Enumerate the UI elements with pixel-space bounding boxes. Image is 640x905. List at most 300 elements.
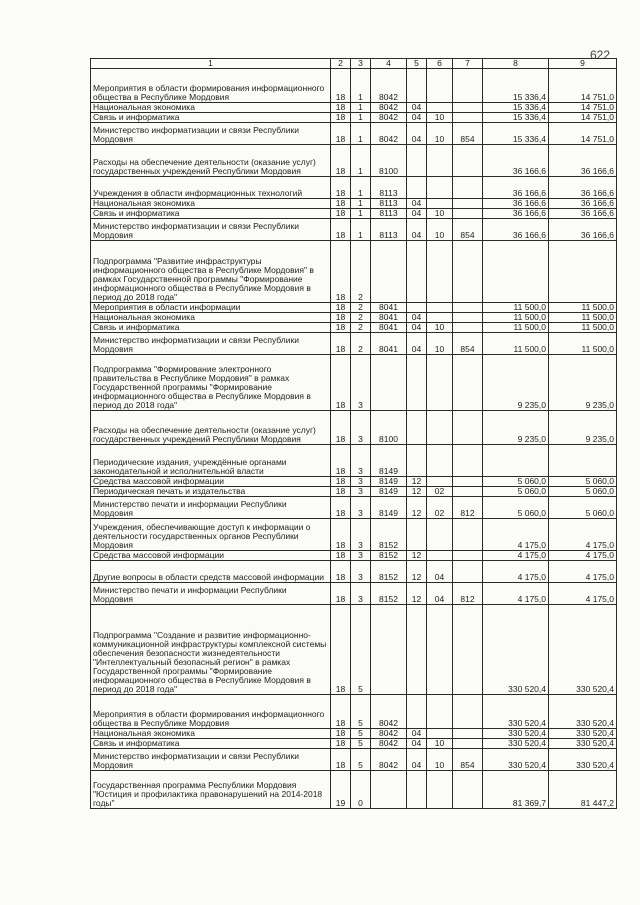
row-code-3: 5	[351, 739, 371, 749]
row-code-6	[427, 695, 453, 729]
row-code-6	[427, 145, 453, 177]
col-header: 5	[407, 59, 427, 69]
row-code-4	[371, 241, 407, 303]
row-code-6: 10	[427, 123, 453, 145]
table-row	[91, 739, 617, 749]
row-title: Периодическая печать и издательства	[91, 487, 331, 497]
row-code-2: 18	[331, 487, 351, 497]
row-code-2: 18	[331, 355, 351, 411]
row-code-4: 8041	[371, 313, 407, 323]
row-code-2: 18	[331, 145, 351, 177]
row-code-2: 18	[331, 123, 351, 145]
row-code-7	[453, 487, 483, 497]
row-code-4: 8152	[371, 561, 407, 583]
row-code-2: 18	[331, 739, 351, 749]
row-title: Министерство печати и информации Республики Мордовия	[91, 497, 331, 519]
row-code-7	[453, 771, 483, 809]
row-code-6	[427, 519, 453, 551]
table-row	[91, 519, 617, 551]
table-row	[91, 497, 617, 519]
row-code-2: 18	[331, 477, 351, 487]
row-code-2: 18	[331, 551, 351, 561]
row-code-2: 18	[331, 199, 351, 209]
table-row	[91, 177, 617, 199]
row-code-4: 8113	[371, 219, 407, 241]
row-code-4: 8152	[371, 519, 407, 551]
row-amount-2014: 11 500,0	[483, 303, 549, 313]
row-code-7: 812	[453, 583, 483, 605]
row-code-3: 2	[351, 241, 371, 303]
row-amount-2015: 5 060,0	[549, 487, 617, 497]
table-row	[91, 323, 617, 333]
row-title: Национальная экономика	[91, 103, 331, 113]
row-code-4: 8042	[371, 69, 407, 103]
row-title: Связь и информатика	[91, 209, 331, 219]
row-code-6	[427, 69, 453, 103]
row-amount-2015: 330 520,4	[549, 729, 617, 739]
row-code-7	[453, 103, 483, 113]
row-amount-2014	[483, 241, 549, 303]
row-code-6	[427, 199, 453, 209]
row-code-7	[453, 411, 483, 445]
row-code-7	[453, 209, 483, 219]
row-amount-2015: 4 175,0	[549, 519, 617, 551]
row-code-2: 18	[331, 323, 351, 333]
row-code-2: 18	[331, 695, 351, 729]
row-code-7	[453, 445, 483, 477]
row-amount-2015: 36 166,6	[549, 199, 617, 209]
row-code-4: 8149	[371, 477, 407, 487]
row-title: Учреждения, обеспечивающие доступ к информации о деятельности государственных органов Республики Мордовия	[91, 519, 331, 551]
row-code-5	[407, 605, 427, 695]
row-code-2: 18	[331, 313, 351, 323]
row-code-7	[453, 303, 483, 313]
row-code-6: 02	[427, 497, 453, 519]
row-title: Средства массовой информации	[91, 477, 331, 487]
row-code-2: 18	[331, 497, 351, 519]
row-code-3: 3	[351, 583, 371, 605]
row-code-6	[427, 177, 453, 199]
row-amount-2014: 5 060,0	[483, 477, 549, 487]
row-code-2: 18	[331, 177, 351, 199]
row-code-4	[371, 771, 407, 809]
row-amount-2015: 4 175,0	[549, 583, 617, 605]
row-code-5	[407, 519, 427, 551]
row-code-2: 18	[331, 445, 351, 477]
table-row	[91, 219, 617, 241]
row-code-6: 10	[427, 739, 453, 749]
row-code-6: 10	[427, 209, 453, 219]
row-code-5: 04	[407, 123, 427, 145]
row-amount-2014	[483, 445, 549, 477]
row-amount-2015: 330 520,4	[549, 605, 617, 695]
row-code-6: 02	[427, 487, 453, 497]
row-code-3: 3	[351, 551, 371, 561]
row-code-7	[453, 519, 483, 551]
row-title: Министерство информатизации и связи Республики Мордовия	[91, 219, 331, 241]
row-code-5: 04	[407, 739, 427, 749]
row-code-6: 10	[427, 323, 453, 333]
row-code-3: 3	[351, 497, 371, 519]
table-row	[91, 145, 617, 177]
row-title: Связь и информатика	[91, 113, 331, 123]
row-amount-2015: 36 166,6	[549, 219, 617, 241]
table-row	[91, 355, 617, 411]
row-code-5: 04	[407, 333, 427, 355]
col-header: 6	[427, 59, 453, 69]
row-code-5: 04	[407, 323, 427, 333]
row-title: Расходы на обеспечение деятельности (оказание услуг) государственных учреждений Республики Мордовия	[91, 145, 331, 177]
row-title: Министерство печати и информации Республики Мордовия	[91, 583, 331, 605]
row-code-6	[427, 729, 453, 739]
row-code-7	[453, 729, 483, 739]
row-title: Подпрограмма "Развитие инфраструктуры информационного общества в Республике Мордовия" в рамках Государственной программы "Формирование информационного общества в Республике Мордовия в период до 2018 года"	[91, 241, 331, 303]
table-row	[91, 113, 617, 123]
row-code-3: 3	[351, 445, 371, 477]
row-code-5	[407, 445, 427, 477]
header-row	[91, 59, 617, 69]
row-code-4	[371, 605, 407, 695]
row-code-7	[453, 69, 483, 103]
row-code-3: 1	[351, 113, 371, 123]
row-code-2: 18	[331, 749, 351, 771]
table-row	[91, 103, 617, 113]
table-row	[91, 583, 617, 605]
row-code-2: 18	[331, 583, 351, 605]
row-amount-2014: 15 336,4	[483, 113, 549, 123]
row-code-4: 8042	[371, 729, 407, 739]
row-code-5: 04	[407, 313, 427, 323]
row-amount-2015: 14 751,0	[549, 113, 617, 123]
row-code-5: 04	[407, 749, 427, 771]
row-amount-2014: 15 336,4	[483, 69, 549, 103]
row-amount-2014: 36 166,6	[483, 209, 549, 219]
row-code-6	[427, 355, 453, 411]
table-row	[91, 749, 617, 771]
row-code-3: 2	[351, 333, 371, 355]
row-code-6	[427, 551, 453, 561]
row-code-2: 18	[331, 103, 351, 113]
row-amount-2014: 36 166,6	[483, 219, 549, 241]
col-header: 3	[351, 59, 371, 69]
row-code-5: 04	[407, 209, 427, 219]
row-code-7: 854	[453, 219, 483, 241]
row-code-6: 10	[427, 333, 453, 355]
row-code-3: 5	[351, 729, 371, 739]
row-code-7	[453, 177, 483, 199]
row-title: Национальная экономика	[91, 313, 331, 323]
row-amount-2014: 4 175,0	[483, 519, 549, 551]
row-code-2: 18	[331, 519, 351, 551]
row-code-2: 19	[331, 771, 351, 809]
row-title: Периодические издания, учреждённые органами законодательной и исполнительной власти	[91, 445, 331, 477]
row-amount-2014: 11 500,0	[483, 323, 549, 333]
row-code-4: 8041	[371, 333, 407, 355]
row-amount-2015: 9 235,0	[549, 355, 617, 411]
col-header: 7	[453, 59, 483, 69]
row-code-4: 8100	[371, 145, 407, 177]
row-amount-2014: 5 060,0	[483, 497, 549, 519]
row-code-6	[427, 605, 453, 695]
row-code-2: 18	[331, 69, 351, 103]
row-code-7	[453, 323, 483, 333]
row-amount-2014: 15 336,4	[483, 103, 549, 113]
row-amount-2015: 11 500,0	[549, 323, 617, 333]
row-amount-2014: 330 520,4	[483, 739, 549, 749]
row-amount-2015	[549, 241, 617, 303]
row-code-4: 8042	[371, 103, 407, 113]
row-title: Расходы на обеспечение деятельности (оказание услуг) государственных учреждений Республики Мордовия	[91, 411, 331, 445]
row-amount-2015	[549, 445, 617, 477]
row-code-4: 8042	[371, 739, 407, 749]
row-code-4: 8113	[371, 209, 407, 219]
row-code-7	[453, 241, 483, 303]
row-code-4	[371, 355, 407, 411]
row-code-2: 18	[331, 209, 351, 219]
table-row	[91, 477, 617, 487]
row-amount-2014: 4 175,0	[483, 551, 549, 561]
row-code-3: 1	[351, 209, 371, 219]
row-title: Мероприятия в области формирования информационного общества в Республике Мордовия	[91, 695, 331, 729]
table-row	[91, 605, 617, 695]
row-code-7	[453, 477, 483, 487]
row-code-6	[427, 477, 453, 487]
table-row	[91, 241, 617, 303]
row-title: Подпрограмма "Формирование электронного правительства в Республике Мордовия" в рамках Государственной программы "Формирование информационного общества в Республике Мордовия в период до 2018 года"	[91, 355, 331, 411]
row-code-4: 8113	[371, 199, 407, 209]
row-code-7	[453, 145, 483, 177]
row-amount-2015: 36 166,6	[549, 145, 617, 177]
row-code-5: 12	[407, 583, 427, 605]
row-code-2: 18	[331, 561, 351, 583]
row-code-3: 5	[351, 695, 371, 729]
row-amount-2014: 4 175,0	[483, 583, 549, 605]
row-code-7	[453, 739, 483, 749]
row-code-5	[407, 355, 427, 411]
row-amount-2014: 81 369,7	[483, 771, 549, 809]
row-code-5: 12	[407, 497, 427, 519]
row-title: Национальная экономика	[91, 729, 331, 739]
row-code-2: 18	[331, 303, 351, 313]
row-code-3: 3	[351, 561, 371, 583]
row-code-5	[407, 69, 427, 103]
row-code-2: 18	[331, 729, 351, 739]
table-row	[91, 729, 617, 739]
row-amount-2015: 36 166,6	[549, 177, 617, 199]
row-amount-2015: 81 447,2	[549, 771, 617, 809]
row-code-6	[427, 313, 453, 323]
row-amount-2015: 330 520,4	[549, 739, 617, 749]
row-code-7: 812	[453, 497, 483, 519]
row-code-4: 8042	[371, 123, 407, 145]
row-code-4: 8041	[371, 303, 407, 313]
row-code-3: 2	[351, 323, 371, 333]
row-code-3: 3	[351, 355, 371, 411]
row-code-4: 8149	[371, 497, 407, 519]
row-code-4: 8152	[371, 551, 407, 561]
row-code-6: 10	[427, 749, 453, 771]
row-title: Мероприятия в области информации	[91, 303, 331, 313]
row-code-4: 8152	[371, 583, 407, 605]
table-row	[91, 411, 617, 445]
table-row	[91, 313, 617, 323]
row-amount-2015: 9 235,0	[549, 411, 617, 445]
row-title: Другие вопросы в области средств массовой информации	[91, 561, 331, 583]
row-code-7: 854	[453, 749, 483, 771]
col-header: 1	[91, 59, 331, 69]
row-code-2: 18	[331, 219, 351, 241]
row-code-3: 1	[351, 199, 371, 209]
row-code-3: 1	[351, 177, 371, 199]
row-code-5	[407, 695, 427, 729]
row-code-4: 8113	[371, 177, 407, 199]
row-title: Мероприятия в области формирования информационного общества в Республике Мордовия	[91, 69, 331, 103]
table-row	[91, 551, 617, 561]
row-code-4: 8042	[371, 113, 407, 123]
row-amount-2014: 330 520,4	[483, 695, 549, 729]
row-title: Государственная программа Республики Мордовия "Юстиция и профилактика правонарушений на 2014-2018 годы"	[91, 771, 331, 809]
row-title: Связь и информатика	[91, 739, 331, 749]
table-row	[91, 199, 617, 209]
row-code-6	[427, 771, 453, 809]
col-header: 2	[331, 59, 351, 69]
row-code-5	[407, 177, 427, 199]
row-amount-2014: 15 336,4	[483, 123, 549, 145]
row-code-7	[453, 355, 483, 411]
col-header: 8	[483, 59, 549, 69]
table-row	[91, 209, 617, 219]
table-row	[91, 771, 617, 809]
row-code-6	[427, 411, 453, 445]
page-number: 622	[590, 48, 611, 62]
row-code-3: 5	[351, 605, 371, 695]
table-row	[91, 69, 617, 103]
row-code-3: 0	[351, 771, 371, 809]
row-amount-2015: 11 500,0	[549, 313, 617, 323]
row-code-7: 854	[453, 123, 483, 145]
row-title: Министерство информатизации и связи Республики Мордовия	[91, 333, 331, 355]
row-code-7	[453, 551, 483, 561]
row-amount-2015: 14 751,0	[549, 103, 617, 113]
row-amount-2014: 4 175,0	[483, 561, 549, 583]
row-amount-2014: 330 520,4	[483, 749, 549, 771]
row-code-3: 3	[351, 477, 371, 487]
row-code-7	[453, 199, 483, 209]
row-code-6	[427, 241, 453, 303]
row-code-7	[453, 605, 483, 695]
row-title: Подпрограмма "Создание и развитие информационно-коммуникационной инфраструктуры комплексной системы обеспечения безопасности жизнедеятельности "Интеллектуальный безопасный регион" в рамках Государственной программы "Формирование информационного общества в Республике Мордовия в период до 2018 года"	[91, 605, 331, 695]
row-code-5: 04	[407, 729, 427, 739]
row-amount-2015: 4 175,0	[549, 551, 617, 561]
row-code-6: 10	[427, 113, 453, 123]
row-code-3: 2	[351, 313, 371, 323]
table-row	[91, 695, 617, 729]
row-code-5	[407, 303, 427, 313]
row-code-5: 04	[407, 219, 427, 241]
row-code-2: 18	[331, 411, 351, 445]
row-amount-2015: 11 500,0	[549, 333, 617, 355]
row-code-4: 8042	[371, 749, 407, 771]
row-amount-2015: 330 520,4	[549, 749, 617, 771]
row-code-2: 18	[331, 333, 351, 355]
row-title: Средства массовой информации	[91, 551, 331, 561]
row-amount-2014: 5 060,0	[483, 487, 549, 497]
table-row	[91, 303, 617, 313]
row-amount-2015: 11 500,0	[549, 303, 617, 313]
row-title: Связь и информатика	[91, 323, 331, 333]
row-amount-2014: 330 520,4	[483, 605, 549, 695]
row-amount-2015: 5 060,0	[549, 477, 617, 487]
row-code-3: 2	[351, 303, 371, 313]
row-code-5: 04	[407, 199, 427, 209]
row-title: Министерство информатизации и связи Республики Мордовия	[91, 749, 331, 771]
col-header: 9	[549, 59, 617, 69]
row-code-3: 3	[351, 411, 371, 445]
budget-table	[90, 58, 617, 809]
row-code-5	[407, 771, 427, 809]
row-code-5	[407, 241, 427, 303]
row-amount-2014: 36 166,6	[483, 199, 549, 209]
row-code-4: 8149	[371, 445, 407, 477]
row-code-5	[407, 145, 427, 177]
row-code-2: 18	[331, 113, 351, 123]
row-code-3: 1	[351, 145, 371, 177]
row-code-4: 8149	[371, 487, 407, 497]
row-amount-2014: 11 500,0	[483, 313, 549, 323]
row-code-4: 8041	[371, 323, 407, 333]
row-code-7	[453, 695, 483, 729]
row-title: Министерство информатизации и связи Республики Мордовия	[91, 123, 331, 145]
row-code-5	[407, 411, 427, 445]
row-code-3: 1	[351, 123, 371, 145]
row-amount-2015: 4 175,0	[549, 561, 617, 583]
row-amount-2015: 5 060,0	[549, 497, 617, 519]
row-code-6: 10	[427, 219, 453, 241]
row-amount-2014: 9 235,0	[483, 411, 549, 445]
row-amount-2015: 14 751,0	[549, 69, 617, 103]
row-code-6	[427, 445, 453, 477]
row-code-7: 854	[453, 333, 483, 355]
row-title: Учреждения в области информационных технологий	[91, 177, 331, 199]
row-code-6	[427, 103, 453, 113]
row-code-7	[453, 561, 483, 583]
row-code-3: 5	[351, 749, 371, 771]
table-row	[91, 123, 617, 145]
row-amount-2014: 330 520,4	[483, 729, 549, 739]
row-code-4: 8042	[371, 695, 407, 729]
row-amount-2015: 330 520,4	[549, 695, 617, 729]
row-amount-2015: 36 166,6	[549, 209, 617, 219]
row-code-7	[453, 113, 483, 123]
row-code-4: 8100	[371, 411, 407, 445]
row-amount-2015: 14 751,0	[549, 123, 617, 145]
row-code-5: 04	[407, 113, 427, 123]
table-body	[91, 69, 617, 809]
row-amount-2014: 36 166,6	[483, 145, 549, 177]
row-code-5: 04	[407, 103, 427, 113]
row-code-2: 18	[331, 241, 351, 303]
row-code-6: 04	[427, 561, 453, 583]
row-code-7	[453, 313, 483, 323]
row-code-5: 12	[407, 487, 427, 497]
row-code-6	[427, 303, 453, 313]
row-code-6: 04	[427, 583, 453, 605]
row-amount-2014: 9 235,0	[483, 355, 549, 411]
row-code-5: 12	[407, 477, 427, 487]
table-row	[91, 561, 617, 583]
row-code-5: 12	[407, 551, 427, 561]
row-code-3: 3	[351, 487, 371, 497]
